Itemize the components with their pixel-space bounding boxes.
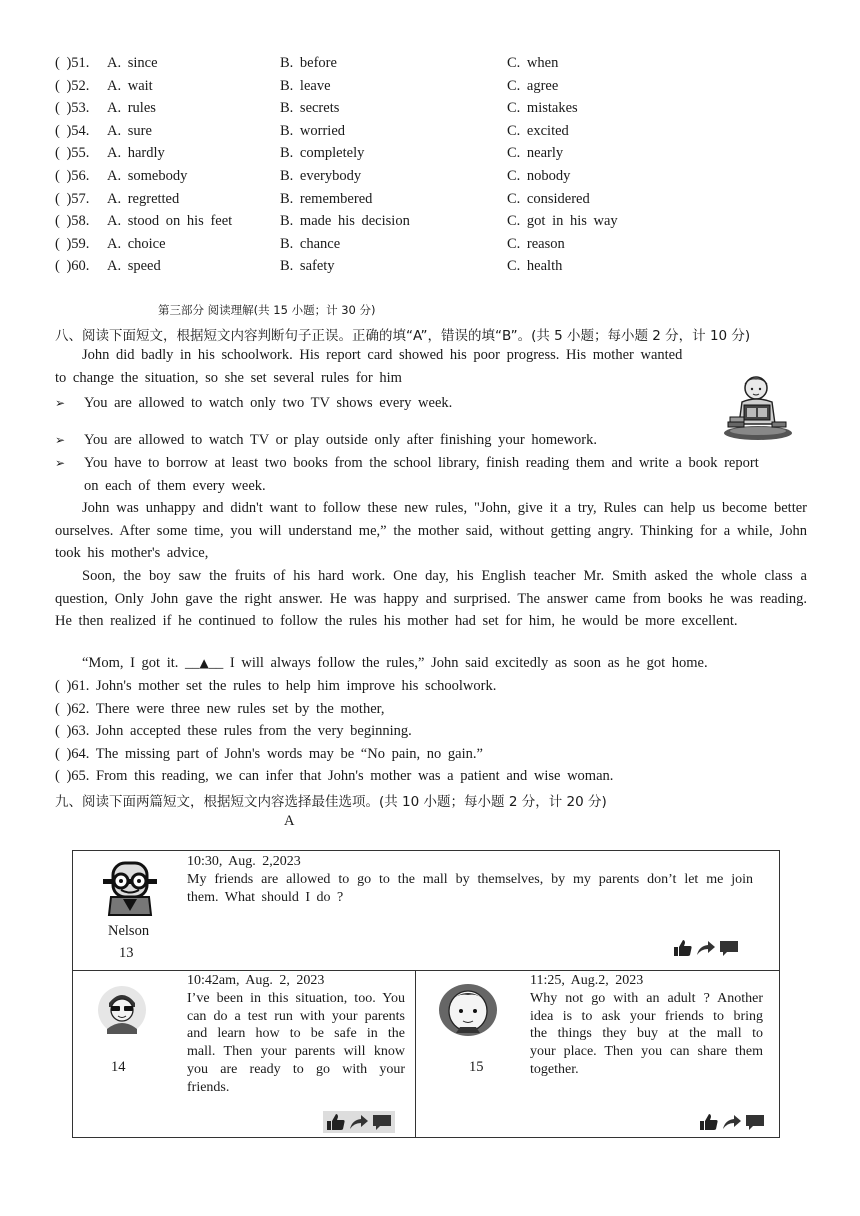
share-arrow-icon[interactable] bbox=[696, 939, 716, 957]
intro-line-2: to change the situation, so she set several rules for him bbox=[55, 370, 402, 386]
option-b: B. made his decision bbox=[280, 213, 410, 230]
post-14-avatar bbox=[97, 985, 147, 1035]
forum-post-15 bbox=[415, 970, 780, 1138]
tf-question: ( )61. John's mother set the rules to help him improve his schoolwork. bbox=[55, 678, 497, 694]
option-a: A. sure bbox=[107, 122, 152, 139]
arrow-bullet-icon: ➢ bbox=[55, 433, 66, 447]
option-b: B. everybody bbox=[280, 168, 362, 184]
post-reactions bbox=[699, 1113, 765, 1131]
cloze-question-row bbox=[55, 258, 755, 278]
post-timestamp: 10:42am, Aug. 2, 2023 bbox=[187, 973, 325, 988]
post-number: 15 bbox=[469, 1059, 484, 1075]
option-b: B. before bbox=[280, 55, 337, 71]
tf-question: ( )63. John accepted these rules from the very beginning. bbox=[55, 723, 412, 740]
option-c: C. nearly bbox=[507, 145, 564, 162]
question-number: ( )58. bbox=[55, 213, 90, 230]
cloze-question-row bbox=[55, 123, 755, 143]
forum-post-14 bbox=[72, 970, 416, 1138]
option-c: C. excited bbox=[507, 122, 569, 139]
post-number: 14 bbox=[111, 1059, 126, 1075]
question-number: ( )55. bbox=[55, 145, 90, 162]
rule-bullet-1: ➢ You are allowed to watch only two TV shows every week. bbox=[55, 392, 775, 415]
option-a: A. stood on his feet bbox=[107, 213, 233, 230]
cloze-question-row bbox=[55, 191, 755, 211]
post-author-name: Nelson bbox=[108, 923, 150, 939]
passage-paragraph-4: “Mom, I got it. __▲__ I will always follow the rules,” John said excitedly as soon as he got home. bbox=[82, 655, 708, 671]
question-number: ( )54. bbox=[55, 122, 90, 139]
section8-instruction: 八、阅读下面短文，根据短文内容判断句子正误。正确的填“A”，错误的填“B”。(共 5 小题；每小题 2 分，计 10 分) bbox=[55, 328, 751, 344]
share-arrow-icon[interactable] bbox=[349, 1113, 369, 1131]
post-number: 13 bbox=[119, 945, 134, 961]
option-b: B. chance bbox=[280, 235, 341, 252]
post-message: I’ve been in this situation, too. You can do a test run with your parents and learn how to be safe in the mall. Then your parents will know you are ready to go with your friends. bbox=[187, 990, 405, 1095]
option-c: C. when bbox=[507, 55, 559, 71]
option-c: C. health bbox=[507, 258, 563, 275]
comment-icon[interactable] bbox=[745, 1113, 765, 1131]
rule-bullet-3: ➢ You have to borrow at least two books from the school library, finish reading them and write a book report on each of them every week. bbox=[55, 452, 765, 497]
option-a: A. since bbox=[107, 55, 158, 71]
question-number: ( )57. bbox=[55, 190, 90, 207]
post-timestamp: 10:30, Aug. 2,2023 bbox=[187, 854, 301, 869]
section9-instruction: 九、阅读下面两篇短文，根据短文内容选择最佳选项。(共 10 小题；每小题 2 分，计 20 分) bbox=[55, 794, 607, 810]
option-b: B. completely bbox=[280, 145, 365, 162]
question-number: ( )51. bbox=[55, 55, 90, 71]
question-number: ( )53. bbox=[55, 100, 90, 117]
post-reactions bbox=[673, 939, 739, 957]
thumbs-up-icon[interactable] bbox=[673, 939, 693, 957]
option-b: B. secrets bbox=[280, 100, 340, 117]
passage-paragraph-2: John was unhappy and didn't want to follow these new rules, "John, give it a try, Rules can help us become better ourselves. After some time, you will understand me,” the mother said, without getting angry. Thinking for a while, John took his mother's advice, bbox=[55, 500, 807, 561]
intro-line-1: John did badly in his schoolwork. His report card showed his poor progress. His mother wanted bbox=[82, 347, 683, 363]
cloze-question-row bbox=[55, 168, 755, 188]
part3-heading: 第三部分 阅读理解(共 15 小题；计 30 分) bbox=[158, 303, 376, 317]
arrow-bullet-icon: ➢ bbox=[55, 396, 66, 410]
nelson-avatar bbox=[99, 859, 161, 921]
passage-paragraph-3: Soon, the boy saw the fruits of his hard work. One day, his English teacher Mr. Smith asked the whole class a question, Only John gave the right answer. He was happy and surprised. The answer came from books he was reading. He then realized if he continued to follow the rules his mother had set for him, he would be more excellent. bbox=[55, 568, 807, 629]
question-number: ( )56. bbox=[55, 168, 90, 184]
question-number: ( )60. bbox=[55, 258, 90, 275]
post-timestamp: 11:25, Aug.2, 2023 bbox=[530, 973, 644, 988]
forum-post-13 bbox=[72, 850, 780, 971]
cloze-question-row bbox=[55, 78, 755, 98]
option-b: B. safety bbox=[280, 258, 335, 275]
tf-question: ( )64. The missing part of John's words may be “No pain, no gain.” bbox=[55, 745, 483, 762]
blank-marker: ▲ bbox=[199, 656, 209, 670]
option-b: B. remembered bbox=[280, 190, 373, 207]
thumbs-up-icon[interactable] bbox=[326, 1113, 346, 1131]
option-a: A. somebody bbox=[107, 168, 188, 184]
option-c: C. got in his way bbox=[507, 213, 618, 230]
option-a: A. speed bbox=[107, 258, 161, 275]
post-body bbox=[530, 972, 763, 1079]
passage-label: A bbox=[284, 813, 295, 829]
post-message: My friends are allowed to go to the mall by themselves, by my parents don’t let me join them. What should I do ? bbox=[187, 871, 753, 905]
option-a: A. choice bbox=[107, 235, 166, 252]
comment-icon[interactable] bbox=[719, 939, 739, 957]
tf-question: ( )65. From this reading, we can infer that John's mother was a patient and wise woman. bbox=[55, 768, 614, 785]
cloze-question-row bbox=[55, 236, 755, 256]
share-arrow-icon[interactable] bbox=[722, 1113, 742, 1131]
question-number: ( )52. bbox=[55, 77, 90, 94]
option-c: C. agree bbox=[507, 77, 559, 94]
post-message: Why not go with an adult ? Another idea is to ask your friends to bring the things they buy at the mall to your place. Then you can share them together. bbox=[530, 990, 763, 1077]
option-c: C. mistakes bbox=[507, 100, 578, 117]
post-body bbox=[187, 972, 405, 1097]
option-c: C. nobody bbox=[507, 168, 571, 184]
option-a: A. regretted bbox=[107, 190, 180, 207]
comment-icon[interactable] bbox=[372, 1113, 392, 1131]
rule-bullet-2: ➢ You are allowed to watch TV or play outside only after finishing your homework. bbox=[55, 429, 775, 452]
option-a: A. wait bbox=[107, 77, 153, 94]
cloze-question-row bbox=[55, 55, 755, 75]
cloze-question-row bbox=[55, 213, 755, 233]
arrow-bullet-icon: ➢ bbox=[55, 456, 66, 470]
option-b: B. worried bbox=[280, 122, 346, 139]
option-b: B. leave bbox=[280, 77, 331, 94]
thumbs-up-icon[interactable] bbox=[699, 1113, 719, 1131]
post-15-avatar bbox=[438, 983, 498, 1037]
cloze-question-row bbox=[55, 100, 755, 120]
question-number: ( )59. bbox=[55, 235, 90, 252]
post-body bbox=[187, 853, 753, 906]
option-c: C. considered bbox=[507, 190, 590, 207]
tf-question: ( )62. There were three new rules set by the mother, bbox=[55, 700, 385, 717]
post-reactions bbox=[323, 1111, 395, 1133]
cloze-question-row bbox=[55, 145, 755, 165]
option-c: C. reason bbox=[507, 235, 565, 252]
option-a: A. hardly bbox=[107, 145, 165, 162]
option-a: A. rules bbox=[107, 100, 156, 117]
